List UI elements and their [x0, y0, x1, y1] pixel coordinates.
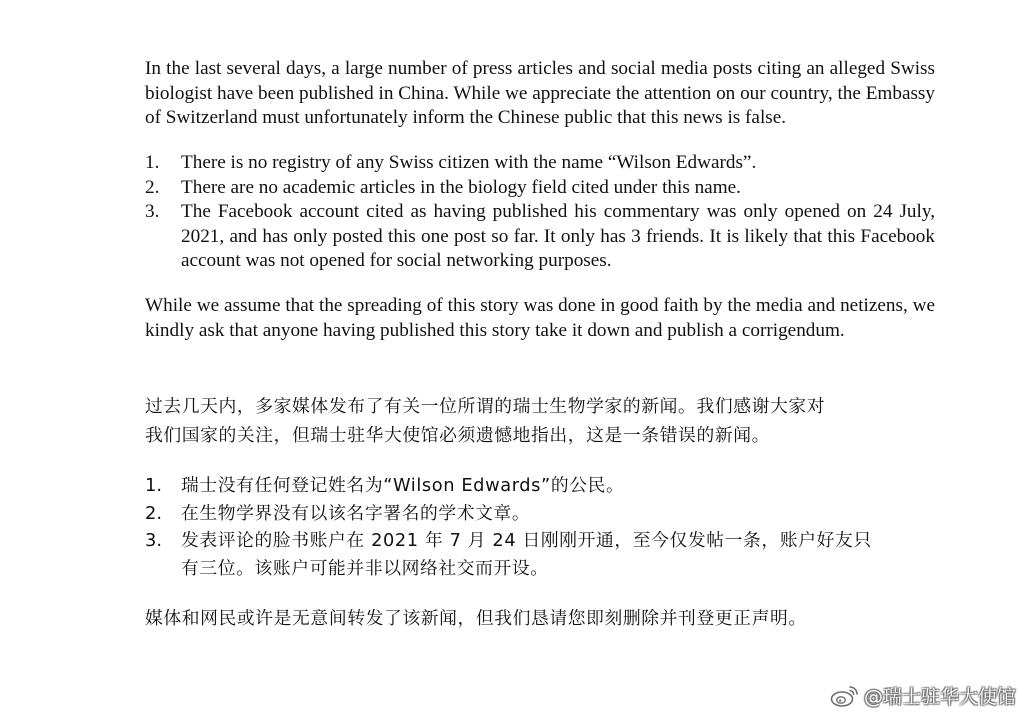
list-number: 1. — [145, 475, 162, 496]
chinese-intro-line-2: 我们国家的关注，但瑞士驻华大使馆必须遗憾地指出，这是一条错误的新闻。 — [145, 425, 770, 446]
list-item-text: 瑞士没有任何登记姓名为“Wilson Edwards”的公民。 — [181, 475, 625, 496]
chinese-closing-paragraph: 媒体和网民或许是无意间转发了该新闻，但我们恳请您即刻删除并刊登更正声明。 — [145, 608, 807, 629]
english-intro-paragraph: In the last several days, a large number of press articles and social media posts citing an alleged Swiss biologist have been published in China. While we appreciate the attention on our country, the Embassy of Switzerland must unfortunately inform the Chinese public that this news is false. — [145, 58, 935, 128]
chinese-list-item-2 — [145, 500, 935, 528]
list-number: 2. — [145, 502, 162, 524]
list-item-text: There are no academic articles in the biology field cited under this name. — [181, 176, 741, 198]
english-list-item-1 — [145, 151, 935, 176]
chinese-list-item-1 — [145, 472, 935, 500]
weibo-watermark — [830, 682, 1016, 709]
english-list-item-2 — [145, 176, 935, 201]
list-number: 3. — [145, 201, 160, 222]
list-number: 1. — [145, 152, 160, 173]
list-item-text-line-1: 发表评论的脸书账户在 2021 年 7 月 24 日刚刚开通，至今仅发帖一条，账户好友只 — [181, 530, 872, 551]
list-item-text-line-2: 有三位。该账户可能并非以网络社交而开设。 — [181, 557, 549, 579]
list-number: 2. — [145, 176, 160, 198]
list-item-text: The Facebook account cited as having published his commentary was only opened on 24 July, 2021, and has only posted this one post so far. It only has 3 friends. It is likely that this Facebook account was not opened for social networking purposes. — [181, 201, 935, 271]
weibo-icon — [830, 684, 860, 708]
english-fact-list — [145, 151, 935, 274]
list-item-text: There is no registry of any Swiss citizen with the name “Wilson Edwards”. — [181, 152, 757, 173]
english-closing-paragraph: While we assume that the spreading of this story was done in good faith by the media and netizens, we kindly ask that anyone having published this story take it down and publish a corrigendum. — [145, 295, 935, 341]
chinese-intro-paragraph — [145, 392, 935, 450]
watermark-text: @瑞士驻华大使馆 — [863, 686, 1016, 708]
chinese-intro-line-1: 过去几天内，多家媒体发布了有关一位所谓的瑞士生物学家的新闻。我们感谢大家对 — [145, 396, 826, 417]
list-item-text: 在生物学界没有以该名字署名的学术文章。 — [181, 502, 531, 524]
chinese-list-item-3 — [145, 527, 935, 582]
list-number: 3. — [145, 530, 162, 551]
chinese-fact-list — [145, 472, 935, 582]
english-list-item-3 — [145, 200, 935, 274]
